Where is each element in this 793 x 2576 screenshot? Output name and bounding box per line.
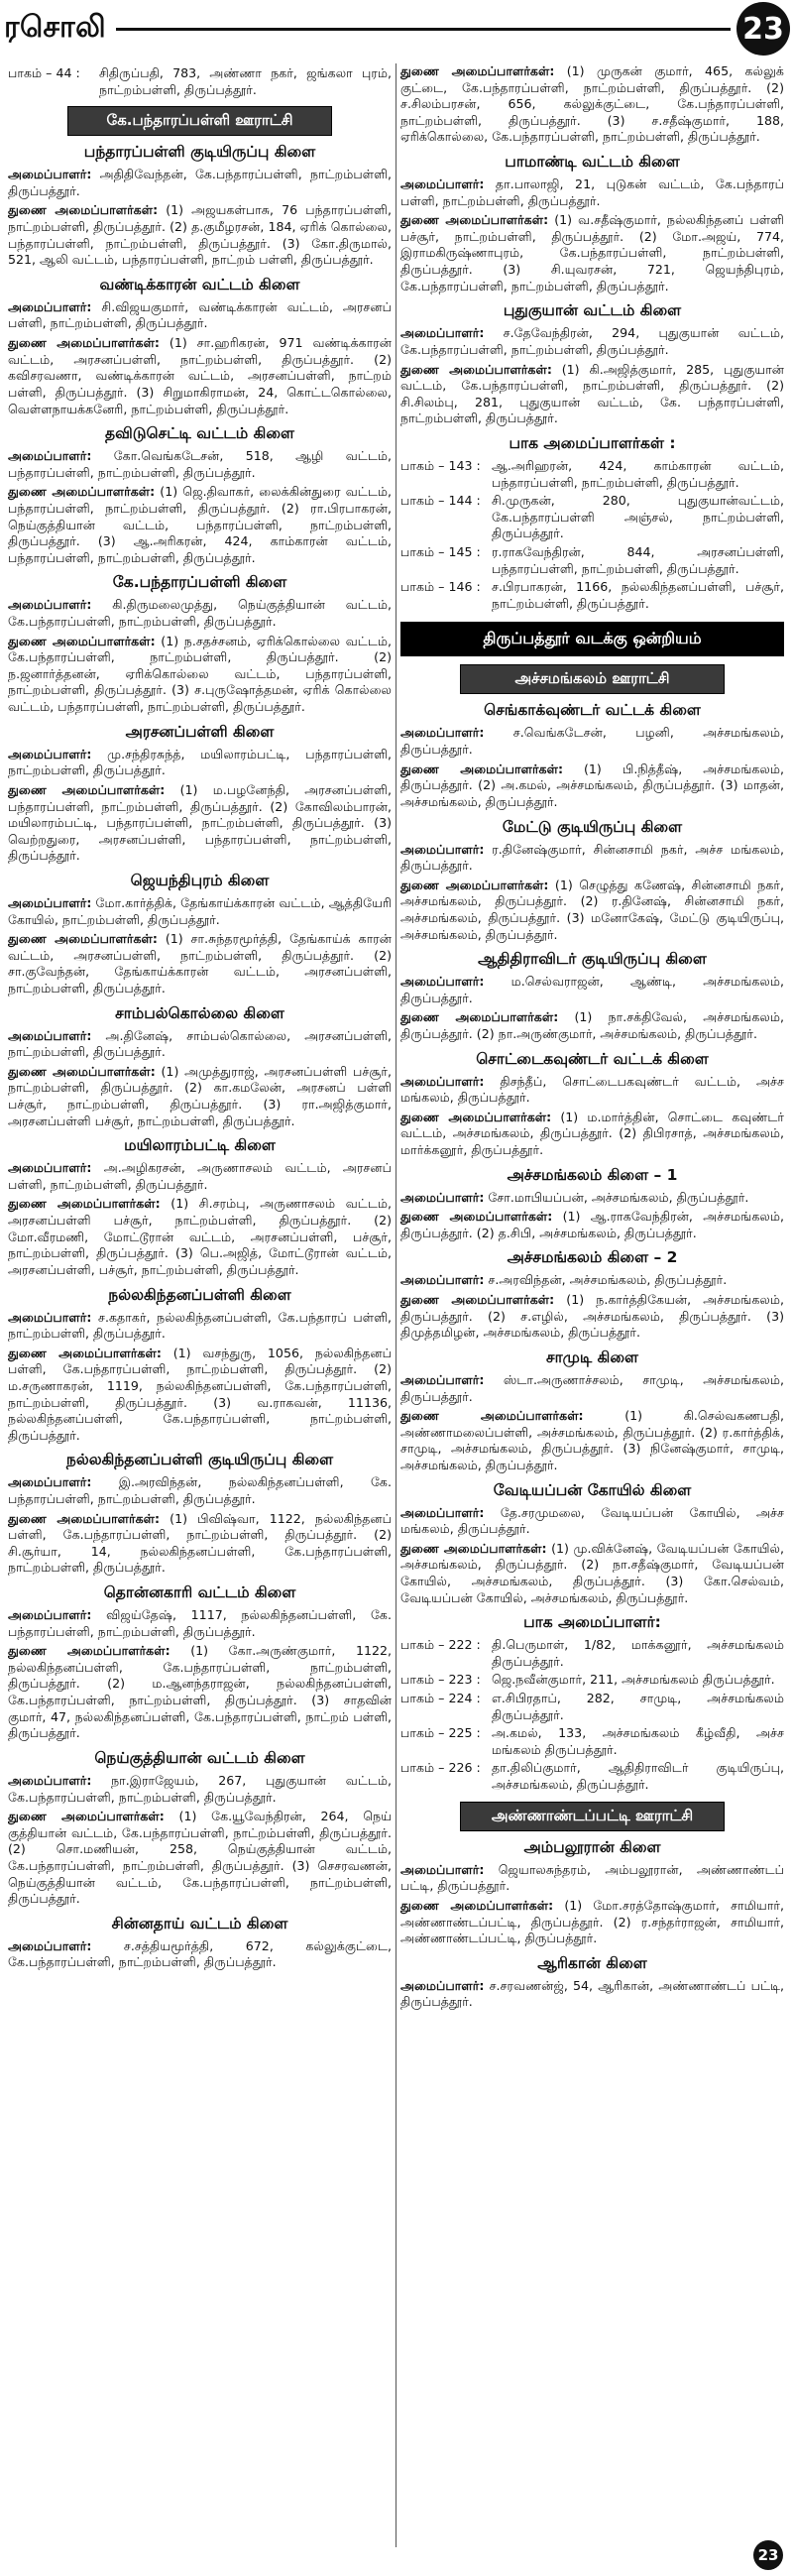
bagam-entry	[400, 1672, 784, 1689]
organizer-paragraph	[400, 1074, 784, 1107]
bagam-entry	[8, 65, 392, 98]
branch-section	[400, 1954, 784, 2011]
branch-section	[8, 1915, 392, 1971]
branch-title: புதுகுயான் வட்டம் கிளை	[503, 301, 682, 320]
left-sections	[8, 143, 392, 1971]
organizer-paragraph	[8, 1310, 392, 1343]
organizer-paragraph	[8, 1028, 392, 1061]
organizer-paragraph	[400, 725, 784, 758]
role-text: ர.தினேஷ்குமார், சின்னசாமி நகர், அச்ச மங்கலம், திருப்பத்தூர்.	[400, 841, 784, 874]
bagam-value: ச.பிரபாகரன், 1166, நல்லகிந்தனப்பள்ளி, பச்சூர், நாட்றம்பள்ளி, திருப்பத்தூர்.	[492, 579, 784, 611]
bagam-value: ஜெ.நவீன்குமார், 211, அச்சமங்கலம் திருப்பத்தூர்.	[492, 1672, 775, 1688]
deputy-paragraph	[8, 1809, 392, 1908]
role-text: திசந்தீப், சொட்டைபகவுண்டர் வட்டம், அச்ச மங்கலம், திருப்பத்தூர்.	[400, 1073, 784, 1106]
role-text: ச.தேவேந்திரன், 294, புதுகுயான் வட்டம், கே.பந்தாரப்பள்ளி, நாட்றம்பள்ளி, திருப்பத்தூர்.	[400, 325, 784, 357]
branch-section	[400, 950, 784, 1042]
branch-title: அரசனப்பள்ளி கிளை	[125, 722, 275, 741]
bagam-value: எ.சிபிரதாப், 282, சாமுடி, அச்சமங்கலம் திருப்பத்தூர்.	[492, 1691, 784, 1722]
panchayat-banner: கே.பந்தாரப்பள்ளி ஊராட்சி	[67, 106, 332, 136]
branch-title: சாம்பல்கொல்லை கிளை	[115, 1003, 284, 1022]
branch-title: அச்சமங்கலம் கிளை – 1	[507, 1165, 678, 1184]
role-text: கி.திருமலைமுத்து, நெய்குத்தியான் வட்டம், கே.பந்தாரப்பள்ளி, நாட்றம்பள்ளி, திருப்பத்தூர்.	[8, 597, 392, 630]
bagam-entry	[400, 493, 784, 542]
organizer-paragraph	[400, 1978, 784, 2011]
role-text: மோ.கார்த்திக், தேங்காய்க்காரன் வட்டம், ஆத்தியேரி கோயில், நாட்றம்பள்ளி, திருப்பத்தூர்.	[8, 894, 392, 927]
role-label: அமைப்பாளர்:	[8, 894, 92, 910]
organizer-paragraph	[8, 1773, 392, 1806]
deputy-paragraph	[8, 1196, 392, 1278]
role-label: துணை அமைப்பாளர்கள்:	[400, 1292, 555, 1308]
baga-heading-b: பாக அமைப்பாளர்:	[523, 1613, 661, 1632]
role-text: (1) ம.பழனேந்தி, அரசனப்பள்ளி, பந்தாரப்பள்ளி, நாட்றம்பள்ளி, திருப்பத்தூர். (2) கோவிலம்பாரன், மயிலாரம்பட்டி, பந்தாரப்பள்ளி, நாட்றம்பள்ளி, திருப்பத்தூர். (3) வெற்றதுரை, அரசனப்பள்ளி, பந்தாரப்பள்ளி, நாட்றம்பள்ளி, திருப்பத்தூர்.	[8, 781, 392, 864]
role-text: (1) செழுத்து கணேஷ், சின்னசாமி நகர், அச்சமங்கலம், திருப்பத்தூர். (2) ர.தினேஷ், சின்னசாமி நகர், அச்சமங்கலம், திருப்பத்தூர். (3) மனோகேஷ், மேட்டு குடியிருப்பு, அச்சமங்கலம், திருப்பத்தூர்.	[400, 877, 784, 942]
branch-section	[400, 1838, 784, 1947]
branch-section	[400, 701, 784, 810]
organizer-paragraph	[8, 299, 392, 332]
left-column	[8, 63, 392, 2547]
deputy-paragraph	[400, 1408, 784, 1473]
role-label: அமைப்பாளர்:	[8, 1309, 92, 1325]
role-label: துணை அமைப்பாளர்கள்:	[8, 1196, 161, 1212]
role-text: அ.தினேஷ், சாம்பல்கொல்லை, அரசனப்பள்ளி, நாட்றம்பள்ளி, திருப்பத்தூர்.	[8, 1027, 392, 1060]
role-text: (1) மு.விக்னேஷ், வேடியப்பன் கோயில், அச்சமங்கலம், திருப்பத்தூர். (2) நா.சதீஷ்குமார், வேடியப்பன் கோயில், அச்சமங்கலம், திருப்பத்தூர். (3) கோ.செல்வம், வேடியப்பன் கோயில், அச்சமங்கலம், திருப்பத்தூர்.	[400, 1540, 784, 1605]
organizer-paragraph	[8, 747, 392, 779]
bagam-key: பாகம் – 224 :	[400, 1691, 481, 1706]
branch-title: சாமுடி கிளை	[546, 1347, 638, 1366]
role-text: (1) கி.செல்வகணபதி, அண்ணாமலைப்பள்ளி, அச்சமங்கலம், திருப்பத்தூர். (2) ர.கார்த்திக், சாமுடி, அச்சமங்கலம், திருப்பத்தூர். (3) நினேஷ்குமார், சாமுடி, அச்சமங்கலம், திருப்பத்தூர்.	[400, 1408, 784, 1472]
role-text: (1) அஜயகள்பாசு, 76 பந்தாரப்பள்ளி, நாட்றம்பள்ளி, திருப்பத்தூர். (2) த.குமீழரசன், 184, ஏரிக் கொல்லை, பந்தாரப்பள்ளி, நாட்றம்பள்ளி, திருப்பத்தூர். (3) கோ.திருமால், 521, ஆலி வட்டம், பந்தாரப்பள்ளி, நாட்றம் பள்ளி, திருப்பத்தூர்.	[8, 202, 392, 268]
right-column	[400, 63, 784, 2547]
organizer-paragraph	[8, 895, 392, 928]
role-text: சோ.மாபியப்பன், அச்சமங்கலம், திருப்பத்தூர்.	[484, 1189, 749, 1205]
masthead	[0, 0, 793, 58]
role-label: அமைப்பாளர்:	[8, 1607, 92, 1623]
intro-paragraph	[400, 63, 784, 146]
organizer-paragraph	[400, 1862, 784, 1895]
bagam-key: பாகம் – 226 :	[400, 1760, 481, 1776]
role-text: (1) அமுத்துராஜ், அரசனப்பள்ளி பச்சூர், நாட்றம்பள்ளி, திருப்பத்தூர். (2) கா.கமலேன், அரசனப் பள்ளி பச்சூர், நாட்றம்பள்ளி, திருப்பத்தூர். (3) ரா.அஜித்குமார், அரசனப்பள்ளி பச்சூர், நாட்றம்பள்ளி, திருப்பத்தூர்.	[8, 1063, 392, 1128]
role-label: அமைப்பாளர்:	[400, 1073, 485, 1089]
role-label: அமைப்பாளர்:	[8, 298, 92, 314]
deputy-paragraph	[400, 1209, 784, 1241]
role-label: அமைப்பாளர்:	[8, 1027, 92, 1043]
role-label: அமைப்பாளர்:	[8, 1937, 92, 1953]
branch-title: ஜெயந்திபுரம் கிளை	[130, 871, 270, 889]
branch-title: சின்னதாய் வட்டம் கிளை	[111, 1914, 288, 1932]
branch-title: நல்லகிந்தனப்பள்ளி கிளை	[108, 1285, 291, 1304]
branch-title: பந்தாரப்பள்ளி குடியிருப்பு கிளை	[83, 143, 316, 162]
branch-title: வேடியப்பன் கோயில் கிளை	[493, 1480, 692, 1499]
bagam-key: பாகம் – 222 :	[400, 1637, 481, 1653]
role-text: (1) கே.யூவேந்திரன், 264, நெய் குத்தியான் வட்டம், கே.பந்தாரப்பள்ளி, நாட்றம்பள்ளி, திருப்பத்தூர். (2) சொ.மணியன், 258, நெய்குத்தியான் வட்டம், கே.பந்தாரப்பள்ளி, நாட்றம்பள்ளி, திருப்பத்தூர். (3) செசரவணன், நெய்குத்தியான் வட்டம், கே.பந்தாரப்பள்ளி, நாட்றம்பள்ளி, திருப்பத்தூர்.	[8, 1809, 392, 1907]
organizer-paragraph	[400, 1190, 784, 1207]
branch-title: மயிலாரம்பட்டி கிளை	[124, 1136, 276, 1155]
role-text: (1) பி.நித்தீஷ், அச்சமங்கலம், திருப்பத்தூர். (2) அ.கமல், அச்சமங்கலம், திருப்பத்தூர். (3) மாதன், அச்சமங்கலம், திருப்பத்தூர்.	[400, 761, 784, 809]
branch-title: அச்சமங்கலம் கிளை – 2	[507, 1248, 678, 1267]
branch-title: நல்லகிந்தனப்பள்ளி குடியிருப்பு கிளை	[65, 1451, 334, 1469]
deputy-paragraph	[8, 1511, 392, 1577]
organizer-paragraph	[8, 1474, 392, 1507]
role-text: (1) கி.அஜித்குமார், 285, புதுகுயான் வட்டம், கே.பந்தாரப்பள்ளி, நாட்றம்பள்ளி, திருப்பத்தூர். (2) சி.சிலம்பு, 281, புதுகுயான் வட்டம், கே. பந்தாரப்பள்ளி, நாட்றம்பள்ளி, திருப்பத்தூர்.	[400, 361, 784, 426]
panchayat-banner-annandapatti: அண்ணாண்டப்பட்டி ஊராட்சி	[460, 1802, 725, 1831]
organizer-paragraph	[400, 1372, 784, 1405]
role-text: ம.செல்வராஜன், ஆண்டி, அச்சமங்கலம், திருப்பத்தூர்.	[400, 974, 784, 1005]
organizer-paragraph	[400, 176, 784, 209]
panchayat-banner-achamangalam: அச்சமங்கலம் ஊராட்சி	[460, 664, 725, 694]
deputy-paragraph	[400, 1110, 784, 1159]
branch-title: அம்பலூரான் கிளை	[523, 1837, 661, 1856]
organizer-paragraph	[8, 448, 392, 481]
branch-section	[8, 1286, 392, 1445]
bagam-value: சிதிருப்பதி, 783, அண்ணா நகர், ஜங்கலா புரம், நாட்றம்பள்ளி, திருப்பத்தூர்.	[99, 65, 392, 97]
branch-title: செங்காக்வுண்டர் வட்டக் கிளை	[484, 701, 701, 720]
role-label: அமைப்பாளர்:	[400, 176, 485, 192]
baga-heading: பாக அமைப்பாளர்கள் :	[509, 433, 676, 452]
deputy-paragraph	[8, 1064, 392, 1129]
role-label: துணை அமைப்பாளர்கள்:	[8, 1809, 165, 1824]
branch-section	[8, 723, 392, 865]
bagam-key: பாகம் – 223 :	[400, 1672, 481, 1688]
role-text: ச.அரவிந்தன், அச்சமங்கலம், திருப்பத்தூர்.	[484, 1272, 728, 1288]
right-sections-c	[400, 1838, 784, 2011]
role-label: துணை அமைப்பாளர்கள்:	[8, 484, 156, 500]
union-banner: திருப்பத்தூர் வடக்கு ஒன்றியம்	[400, 622, 784, 656]
role-label: அமைப்பாளர்:	[400, 1189, 485, 1205]
role-label: துணை அமைப்பாளர்கள்:	[8, 335, 160, 351]
bagam-entry	[400, 544, 784, 577]
organizer-paragraph	[8, 1160, 392, 1193]
role-text: (1) வசந்துரு, 1056, நல்லகிந்தனப் பள்ளி, கே.பந்தாரப்பள்ளி, நாட்றம்பள்ளி, திருப்பத்தூர். (2) ம.சருணாகரன், 1119, நல்லகிந்தனப்பள்ளி, கே.பந்தாரப்பள்ளி, நாட்றம்பள்ளி, திருப்பத்தூர். (3) வ.ராகவன், 11136, நல்லகிந்தனப்பள்ளி, கே.பந்தாரப்பள்ளி, நாட்றம்பள்ளி, திருப்பத்தூர்.	[8, 1345, 392, 1443]
role-label: துணை அமைப்பாளர்கள்:	[400, 1408, 584, 1424]
role-text: ச.சத்தியமூர்த்தி, 672, கல்லுக்குட்டை, கே.பந்தாரப்பள்ளி, நாட்றம்பள்ளி, திருப்பத்தூர்.	[8, 1937, 392, 1970]
bagam-value: தா.திலிப்குமார், ஆதிதிராவிடர் குடியிருப்பு, அச்சமங்கலம், திருப்பத்தூர்.	[492, 1760, 784, 1793]
role-label: துணை அமைப்பாளர்கள்:	[8, 931, 158, 947]
bagam-key: பாகம் – 144 :	[400, 493, 481, 509]
role-label: துணை அமைப்பாளர்கள்:	[400, 1109, 552, 1124]
branch-section	[400, 1481, 784, 1607]
deputy-paragraph	[8, 1643, 392, 1742]
role-text: (1) வ.சதீஷ்குமார், நல்லகிந்தனப் பள்ளி பச்சூர், நாட்றம்பள்ளி, திருப்பத்தூர். (2) மோ.அஜய், 774, இராமகிருஷ்ணாபுரம், கே.பந்தாரப்பள்ளி, நாட்றம்பள்ளி, திருப்பத்தூர். (3) சி.யுவரசன், 721, ஜெயந்திபுரம், கே.பந்தாரப்பள்ளி, நாட்றம்பள்ளி, திருப்பத்தூர்.	[400, 212, 784, 293]
role-label: அமைப்பாளர்:	[8, 746, 92, 761]
role-label: துணை அமைப்பாளர்கள்:	[8, 1345, 162, 1360]
deputy-paragraph	[8, 484, 392, 566]
branch-title: கே.பந்தாரப்பள்ளி கிளை	[112, 573, 287, 592]
branch-section	[8, 872, 392, 997]
deputy-paragraph	[400, 362, 784, 427]
role-label: அமைப்பாளர்:	[400, 725, 485, 741]
role-label: துணை அமைப்பாளர்கள்:	[8, 1063, 156, 1079]
branch-title: தொன்னகாரி வட்டம் கிளை	[103, 1583, 296, 1602]
bagam-key: பாகம் – 225 :	[400, 1725, 481, 1741]
role-label: துணை அமைப்பாளர்கள்:	[400, 212, 549, 228]
deputy-paragraph	[400, 1292, 784, 1342]
deputy-paragraph	[8, 202, 392, 268]
branch-section	[8, 1136, 392, 1278]
role-text: சி.விஜயகுமார், வண்டிக்காரன் வட்டம், அரசனப் பள்ளி, நாட்றம்பள்ளி, திருப்பத்தூர்.	[8, 298, 392, 331]
right-sections-b	[400, 701, 784, 1606]
role-label: அமைப்பாளர்:	[400, 1977, 485, 1993]
branch-section	[8, 143, 392, 269]
branch-section	[400, 301, 784, 427]
branch-title: ஆரிகான் கிளை	[537, 1953, 647, 1972]
organizer-paragraph	[400, 842, 784, 875]
bagam-key: பாகம் – 44 :	[8, 65, 80, 80]
masthead-brand: ரசொலி	[4, 9, 107, 45]
role-text: (1) ந.சதச்சனம், ஏரிக்கொல்லை வட்டம், கே.பந்தாரப்பள்ளி, நாட்றம்பள்ளி, திருப்பத்தூர். (2) ந.ஜனார்த்தனன், ஏரிக்கொல்லை வட்டம், பந்தாரப்பள்ளி, நாட்றம்பள்ளி, திருப்பத்தூர். (3) ச.புருஷோத்தமன், ஏரிக் கொல்லை வட்டம், பந்தாரப்பள்ளி, நாட்றம்பள்ளி, திருப்பத்தூர்.	[8, 633, 392, 715]
role-label: அமைப்பாளர்:	[400, 1272, 485, 1288]
role-text: ச.கதாகர், நல்லகிந்தனப்பள்ளி, கே.பந்தாரப் பள்ளி, நாட்றம்பள்ளி, திருப்பத்தூர்.	[8, 1309, 392, 1342]
role-label: அமைப்பாளர்:	[400, 1504, 485, 1520]
branch-title: தவிடுசெட்டி வட்டம் கிளை	[104, 424, 294, 443]
deputy-paragraph	[400, 1009, 784, 1042]
deputy-paragraph	[8, 335, 392, 417]
bagam-list-a	[400, 458, 784, 612]
page-number-badge: 23	[736, 2, 790, 56]
bagam-entry	[400, 579, 784, 612]
organizer-paragraph	[8, 1938, 392, 1971]
deputy-paragraph	[400, 1541, 784, 1606]
branch-section	[8, 276, 392, 417]
role-text: ச.வெங்கடேசன், பழனி, அச்சமங்கலம், திருப்பத்தூர்.	[400, 725, 784, 758]
branch-section	[400, 818, 784, 944]
branch-section	[400, 1248, 784, 1341]
bagam-value: அ.கமல், 133, அச்சமங்கலம் கீழ்வீதி, அச்ச மங்கலம் திருப்பத்தூர்.	[492, 1725, 784, 1757]
role-label: அமைப்பாளர்:	[400, 325, 485, 341]
bagam-key: பாகம் – 145 :	[400, 544, 481, 560]
role-text: (1) சி.சரம்பு, அருணாசலம் வட்டம், அரசனப்பள்ளி பச்சூர், நாட்றம்பள்ளி, திருப்பத்தூர். (2) மோ.வீரமணி, மோட்டூரான் வட்டம், அரசனப்பள்ளி, பச்சூர், நாட்றம்பள்ளி, திருப்பத்தூர். (3) பெ.அஜித், மோட்டூரான் வட்டம், அரசனப்பள்ளி, பச்சூர், நாட்றம்பள்ளி, திருப்பத்தூர்.	[8, 1196, 392, 1277]
branch-section	[8, 1451, 392, 1577]
role-text: (1) முருகன் குமார், 465, கல்லுக் குட்டை, கே.பந்தாரப்பள்ளி, நாட்றம்பள்ளி, திருப்பத்தூர். (2) ச.சிலம்பரசன், 656, கல்லுக்குட்டை, கே.பந்தாரப்பள்ளி, நாட்றம்பள்ளி, திருப்பத்தூர். (3) ச.சதீஷ்குமார், 188, ஏரிக்கொல்லை, கே.பந்தாரப்பள்ளி, நாட்றம்பள்ளி, திருப்பத்தூர்.	[400, 63, 784, 145]
branch-section	[400, 1348, 784, 1474]
branch-title: சொட்டைகவுண்டர் வட்டக் கிளை	[476, 1049, 709, 1068]
bagam-list-b	[400, 1637, 784, 1793]
role-text: ஸ்டா.அருணாச்சலம், சாமுடி, அச்சமங்கலம், திருப்பத்தூர்.	[400, 1371, 784, 1404]
masthead-rule	[116, 28, 731, 31]
role-text: (1) ஜெ.திவாகர், லைக்கின்துரை வட்டம், பந்தாரப்பள்ளி, நாட்றம்பள்ளி, திருப்பத்தூர். (2) ரா.பிரபாகரன், நெய்குத்தியான் வட்டம், பந்தாரப்பள்ளி, நாட்றம்பள்ளி, திருப்பத்தூர். (3) ஆ.அரிகரன், 424, காம்காரன் வட்டம், பந்தாரப்பள்ளி, நாட்றம்பள்ளி, திருப்பத்தூர்.	[8, 484, 392, 565]
deputy-paragraph	[8, 782, 392, 865]
deputy-paragraph	[8, 1346, 392, 1445]
role-text: நா.இராஜேயம், 267, புதுகுயான் வட்டம், கே.பந்தாரப்பள்ளி, நாட்றம்பள்ளி, திருப்பத்தூர்.	[8, 1772, 392, 1805]
role-label: துணை அமைப்பாளர்கள்:	[8, 781, 166, 797]
role-label: துணை அமைப்பாளர்கள்:	[8, 1510, 161, 1526]
branch-section	[8, 573, 392, 715]
deputy-paragraph	[400, 878, 784, 943]
branch-section	[8, 424, 392, 566]
role-text: விஜய்தேஷ், 1117, நல்லகிந்தனப்பள்ளி, கே. பந்தாரப்பள்ளி, நாட்றம்பள்ளி, திருப்பத்தூர்.	[8, 1607, 392, 1639]
bagam-key: பாகம் – 146 :	[400, 579, 481, 595]
role-text: (1) கோ.அருண்குமார், 1122, நல்லகிந்தனப்பள்ளி, கே.பந்தாரப்பள்ளி, நாட்றம்பள்ளி, திருப்பத்தூர். (2) ம.ஆனந்தராஜன், நல்லகிந்தனப்பள்ளி, கே.பந்தாரப்பள்ளி, நாட்றம்பள்ளி, திருப்பத்தூர். (3) சாதவின் குமார், 47, நல்லகிந்தனப்பள்ளி, கே.பந்தாரப்பள்ளி, நாட்றம் பள்ளி, திருப்பத்தூர்.	[8, 1643, 392, 1741]
bagam-entry	[400, 1637, 784, 1670]
branch-section	[8, 1583, 392, 1742]
role-label: துணை அமைப்பாளர்கள்:	[400, 63, 555, 78]
role-label: துணை அமைப்பாளர்கள்:	[400, 1009, 559, 1025]
deputy-paragraph	[400, 761, 784, 811]
branch-title: மேட்டு குடியிருப்பு கிளை	[502, 817, 683, 836]
deputy-paragraph	[8, 634, 392, 716]
role-label: அமைப்பாளர்:	[400, 841, 485, 857]
role-text: மு.சந்திரசுந்த், மயிலாரம்பட்டி, பந்தாரப்பள்ளி, நாட்றம்பள்ளி, திருப்பத்தூர்.	[8, 746, 392, 778]
role-label: அமைப்பாளர்:	[400, 974, 485, 990]
role-text: (1) பிவிஷ்வா, 1122, நல்லகிந்தனப் பள்ளி, கே.பந்தாரப்பள்ளி, நாட்றம்பள்ளி, திருப்பத்தூர். (2) சி.சூர்யா, 14, நல்லகிந்தனப்பள்ளி, கே.பந்தாரப்பள்ளி, நாட்றம்பள்ளி, திருப்பத்தூர்.	[8, 1510, 392, 1576]
role-label: அமைப்பாளர்:	[8, 1474, 92, 1490]
right-sections-a	[400, 153, 784, 427]
branch-section	[400, 153, 784, 294]
role-text: (1) மோ.சரத்தோஷ்குமார், சாமியார், அண்ணாண்டப்பட்டி, திருப்பத்தூர். (2) ர.சந்தர்ராஜன், சாமியார், அண்ணாண்டப்பட்டி, திருப்பத்தூர்.	[400, 1897, 784, 1946]
role-label: அமைப்பாளர்:	[400, 1861, 485, 1877]
role-text: (1) சா.சுந்தரமூர்த்தி, தேங்காய்க் காரன் வட்டம், அரசனப்பள்ளி, நாட்றம்பள்ளி, திருப்பத்தூர். (2) சா.குவேந்தன், தேங்காய்க்காரன் வட்டம், அரசனப்பள்ளி, நாட்றம்பள்ளி, திருப்பத்தூர்.	[8, 931, 392, 995]
branch-section	[400, 1166, 784, 1242]
role-text: தே.சரமுமலை, வேடியப்பன் கோயில், அச்ச மங்கலம், திருப்பத்தூர்.	[400, 1504, 784, 1537]
organizer-paragraph	[400, 325, 784, 358]
organizer-paragraph	[400, 974, 784, 1006]
role-label: துணை அமைப்பாளர்கள்:	[8, 633, 156, 648]
organizer-paragraph	[8, 167, 392, 199]
deputy-paragraph	[8, 931, 392, 996]
bagam-entry	[400, 1691, 784, 1723]
role-label: துணை அமைப்பாளர்கள்:	[400, 1897, 554, 1913]
role-label: துணை அமைப்பாளர்கள்:	[400, 1540, 547, 1556]
bagam-key: பாகம் – 143 :	[400, 457, 481, 473]
branch-section	[8, 1004, 392, 1130]
role-text: அ.அழிகரசன், அருணாசலம் வட்டம், அரசனப் பள்ளி, நாட்றம்பள்ளி, திருப்பத்தூர்.	[8, 1160, 392, 1192]
bagam-entry	[400, 1725, 784, 1758]
branch-title: பாமாண்டி வட்டம் கிளை	[505, 153, 680, 172]
bagam-entry	[400, 458, 784, 491]
bagam-value: ர.ராகவேந்திரன், 844, அரசனப்பள்ளி, பந்தாரப்பள்ளி, நாட்றம்பள்ளி, திருப்பத்தூர்.	[492, 544, 784, 576]
role-label: துணை அமைப்பாளர்கள்:	[8, 1643, 170, 1659]
footer-page-number: 23	[753, 2540, 783, 2570]
role-label: அமைப்பாளர்:	[8, 597, 92, 613]
role-text: இ.அரவிந்தன், நல்லகிந்தனப்பள்ளி, கே. பந்தாரப்பள்ளி, நாட்றம்பள்ளி, திருப்பத்தூர்.	[8, 1474, 392, 1506]
organizer-paragraph	[8, 597, 392, 630]
role-label: துணை அமைப்பாளர்கள்:	[400, 761, 564, 776]
role-label: அமைப்பாளர்:	[400, 1371, 485, 1387]
role-label: துணை அமைப்பாளர்கள்:	[400, 361, 552, 377]
role-label: அமைப்பாளர்:	[8, 167, 92, 182]
role-text: (1) ஆ.ராகவேந்திரன், அச்சமங்கலம், திருப்பத்தூர். (2) த.சிபி, அச்சமங்கலம், திருப்பத்தூர்.	[400, 1209, 784, 1240]
organizer-paragraph	[8, 1607, 392, 1640]
branch-title: வண்டிக்காரன் வட்டம் கிளை	[99, 275, 300, 293]
role-text: (1) ம.மார்த்தின், சொட்டை கவுண்டர் வட்டம், அச்சமங்கலம், திருப்பத்தூர். (2) திபிரசாத், அச்சமங்கலம், மார்க்கனூர், திருப்பத்தூர்.	[400, 1109, 784, 1158]
organizer-paragraph	[400, 1505, 784, 1538]
deputy-paragraph	[400, 1898, 784, 1947]
role-text: (1) ந.கார்த்திகேயன், அச்சமங்கலம், திருப்பத்தூர். (2) ச.எழில், அச்சமங்கலம், திருப்பத்தூர். (3) திமுத்தமிழன், அச்சமங்கலம், திருப்பத்தூர்.	[400, 1292, 784, 1341]
deputy-paragraph	[400, 212, 784, 294]
role-text: ஜெயாலசுந்தரம், அம்பலூரான், அண்ணாண்டப் பட்டி, திருப்பத்தூர்.	[400, 1861, 784, 1894]
bagam-value: ஆ.அரிஹரன், 424, காம்காரன் வட்டம், பந்தாரப்பள்ளி, நாட்றம்பள்ளி, திருப்பத்தூர்.	[492, 457, 784, 490]
role-text: அதிதிவேந்தன், கே.பந்தாரப்பள்ளி, நாட்றம்பள்ளி, திருப்பத்தூர்.	[8, 167, 392, 198]
role-label: துணை அமைப்பாளர்கள்:	[8, 202, 159, 218]
role-text: (1) நா.சக்திவேல், அச்சமங்கலம், திருப்பத்தூர். (2) நா.அருண்குமார், அச்சமங்கலம், திருப்பத்தூர்.	[400, 1009, 784, 1041]
role-label: துணை அமைப்பாளர்கள்:	[400, 1209, 553, 1225]
role-label: துணை அமைப்பாளர்கள்:	[400, 877, 549, 892]
role-text: ச.சரவணன்ஜ், 54, ஆரிகான், அண்ணாண்டப் பட்டி, திருப்பத்தூர்.	[400, 1977, 784, 2010]
branch-section	[8, 1749, 392, 1908]
bagam-value: தி.பெருமாள், 1/82, மாக்கனூர், அச்சமங்கலம் திருப்பத்தூர்.	[492, 1637, 784, 1669]
bagam-entry	[400, 1760, 784, 1793]
role-text: தா.பாலாஜி, 21, புடுகன் வட்டம், கே.பந்தாரப் பள்ளி, நாட்றம்பள்ளி, திருப்பத்தூர்.	[400, 176, 784, 208]
role-label: அமைப்பாளர்:	[8, 448, 92, 464]
organizer-paragraph	[400, 1272, 784, 1289]
role-text: கோ.வெங்கடேசன், 518, ஆழி வட்டம், பந்தாரப்பள்ளி, நாட்றம்பள்ளி, திருப்பத்தூர்.	[8, 448, 392, 480]
branch-title: நெய்குத்தியான் வட்டம் கிளை	[94, 1748, 305, 1767]
role-label: அமைப்பாளர்:	[8, 1772, 92, 1788]
columns	[8, 63, 785, 2547]
role-text: (1) சா.ஹரிகரன், 971 வண்டிக்காரன் வட்டம், அரசனப்பள்ளி, நாட்றம்பள்ளி, திருப்பத்தூர். (2) கவிசரவணா, வண்டிக்காரன் வட்டம், அரசனப்பள்ளி, நாட்றம் பள்ளி, திருப்பத்தூர். (3) சிறுமாகிராமன், 24, கொட்டகொல்லை, வெள்ளநாயக்கனேரி, நாட்றம்பள்ளி, திருப்பத்தூர்.	[8, 335, 392, 416]
branch-title: ஆதிதிராவிடர் குடியிருப்பு கிளை	[478, 950, 707, 969]
bagam-value: சி.முருகன், 280, புதுகுயான்வட்டம், கே.பந்தாரப்பள்ளி அஞ்சல், நாட்றம்பள்ளி, திருப்பத்தூர்.	[492, 493, 784, 541]
branch-section	[400, 1050, 784, 1159]
role-label: அமைப்பாளர்:	[8, 1160, 92, 1176]
